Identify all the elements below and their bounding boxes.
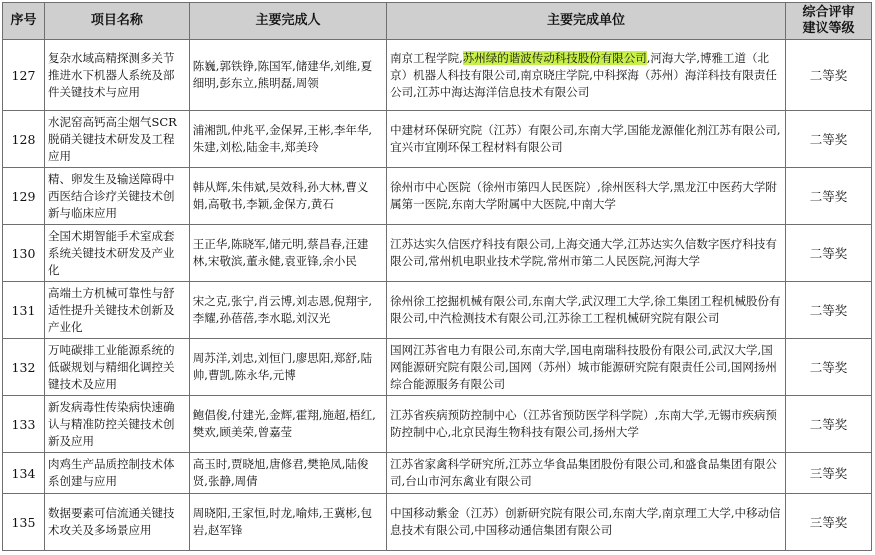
- row-award-level: 二等奖: [785, 339, 871, 396]
- table-row: [3, 453, 872, 494]
- row-units: [387, 282, 786, 339]
- table-row: [3, 111, 872, 168]
- row-contributors: 宋之克,张宁,肖云博,刘志恩,倪翔宇,李耀,孙蓓蓓,李水聪,刘汉光: [189, 282, 386, 339]
- row-contributors: 高玉时,贾晓旭,唐修君,樊艳凤,陆俊贤,张静,周倩: [189, 453, 386, 494]
- row-project-name: 新发病毒性传染病快速确认与精准防控关键技术创新及应用: [44, 396, 189, 453]
- row-award-level: 二等奖: [785, 40, 871, 111]
- row-project-name: 高端土方机械可靠性与舒适性提升关键技术创新及产业化: [44, 282, 189, 339]
- table-body: [3, 40, 872, 551]
- row-units: [387, 40, 786, 111]
- row-units: [387, 453, 786, 494]
- row-seq: 128: [3, 111, 45, 168]
- row-contributors: 浦湘凯,仲兆平,金保昇,王彬,李年华,朱建,刘松,陆金丰,郑美玲: [189, 111, 386, 168]
- row-contributors: 周苏洋,刘忠,刘恒门,廖思阳,郑舒,陆帅,曹凯,陈永华,元博: [189, 339, 386, 396]
- header-row: [3, 3, 872, 40]
- row-project-name: 万吨碳排工业能源系统的低碳规划与精细化调控关键技术及应用: [44, 339, 189, 396]
- table-row: [3, 40, 872, 111]
- row-contributors: 王正华,陈晓军,储元明,蔡昌春,汪建林,宋敬滨,董永健,袁亚锋,余小民: [189, 225, 386, 282]
- row-seq: 131: [3, 282, 45, 339]
- row-contributors: 鲍倡俊,付建光,金辉,霍翔,施超,梧红,樊欢,顾美荣,曾嘉莹: [189, 396, 386, 453]
- row-seq: 127: [3, 40, 45, 111]
- row-units-text: 江苏省家禽科学研究所,江苏立华食品集团股份有限公司,和盛食品集团有限公司,台山市河东禽业有限公司: [390, 457, 777, 488]
- row-units: [387, 339, 786, 396]
- row-seq: 129: [3, 168, 45, 225]
- awards-table: [2, 2, 872, 551]
- row-award-level: 三等奖: [785, 453, 871, 494]
- header-award-level-line1: 综合评审: [802, 5, 855, 20]
- row-units-text: 徐州市中心医院（徐州市第四人民医院）,徐州医科大学,黑龙江中医药大学附属第一医院,东南大学附属中大医院,中南大学: [390, 180, 777, 211]
- row-units: [387, 225, 786, 282]
- row-award-level: 二等奖: [785, 111, 871, 168]
- row-units-text: 国网江苏省电力有限公司,东南大学,国电南瑞科技股份有限公司,武汉大学,国网能源研究院有限公司,国网（苏州）城市能源研究院有限责任公司,国网扬州综合能源服务有限公司: [390, 342, 777, 391]
- row-award-level: 三等奖: [785, 494, 871, 551]
- row-seq: 130: [3, 225, 45, 282]
- row-contributors: 陈巍,郭铁铮,陈国军,储建华,刘维,夏细明,彭东立,熊明磊,周领: [189, 40, 386, 111]
- row-seq: 132: [3, 339, 45, 396]
- row-units: [387, 111, 786, 168]
- row-units-text: 江苏达实久信医疗科技有限公司,上海交通大学,江苏达实久信数字医疗科技有限公司,常州机电职业技术学院,常州市第二人民医院,河海大学: [390, 237, 777, 268]
- row-project-name: 肉鸡生产品质控制技术体系创建与应用: [44, 453, 189, 494]
- header-seq: 序号: [3, 3, 45, 40]
- row-contributors: 周晓阳,王家恒,时龙,喻炜,王冀彬,包岩,赵军锋: [189, 494, 386, 551]
- header-main-contributors: 主要完成人: [189, 3, 386, 40]
- table-row: [3, 494, 872, 551]
- row-award-level: 二等奖: [785, 168, 871, 225]
- row-award-level: 二等奖: [785, 396, 871, 453]
- row-seq: 133: [3, 396, 45, 453]
- table-row: [3, 282, 872, 339]
- row-units-text-continued: ,河海大学,博雅工道（北京）机器人科技有限公司,南京晓庄学院,中科探海（苏州）海洋科技有限责任公司,江苏中海达海洋信息技术有限公司: [390, 50, 777, 99]
- table-header: [3, 3, 872, 40]
- row-seq: 135: [3, 494, 45, 551]
- header-project-name: 项目名称: [44, 3, 189, 40]
- row-award-level: 二等奖: [785, 225, 871, 282]
- row-award-level: 二等奖: [785, 282, 871, 339]
- table-row: [3, 339, 872, 396]
- table-row: [3, 168, 872, 225]
- row-units-text: 中建材环保研究院（江苏）有限公司,东南大学,国能龙源催化剂江苏有限公司,宜兴市宜刚环保工程材料有限公司: [390, 123, 781, 154]
- header-main-units: 主要完成单位: [387, 3, 786, 40]
- row-units-text: 中国移动紫金（江苏）创新研究院有限公司,东南大学,南京理工大学,中移动信息技术有限公司,中国移动通信集团有限公司: [390, 506, 781, 537]
- row-seq: 134: [3, 453, 45, 494]
- row-units-text: 徐州徐工挖掘机械有限公司,东南大学,武汉理工大学,徐工集团工程机械股份有限公司,中汽检测技术有限公司,江苏徐工工程机械研究院有限公司: [390, 294, 781, 325]
- header-award-level: [785, 3, 871, 40]
- row-project-name: 数据要素可信流通关键技术攻关及多场景应用: [44, 494, 189, 551]
- row-units: [387, 396, 786, 453]
- row-contributors: 韩从辉,朱伟斌,吴效科,孙大林,曹义娟,高敬书,李颖,金保方,黄石: [189, 168, 386, 225]
- row-units-text: 南京工程学院,: [390, 50, 463, 65]
- header-award-level-line2: 建议等级: [802, 21, 855, 36]
- row-project-name: 水泥窑高钙高尘烟气SCR脱硝关键技术研发及工程应用: [44, 111, 189, 168]
- row-units: [387, 168, 786, 225]
- highlighted-unit: 苏州绿的谐波传动科技股份有限公司: [462, 50, 647, 65]
- row-project-name: 全国术期智能手术室成套系统关键技术研发及产业化: [44, 225, 189, 282]
- table-row: [3, 225, 872, 282]
- table-row: [3, 396, 872, 453]
- row-units-text: 江苏省疾病预防控制中心（江苏省预防医学科学院）,东南大学,无锡市疾病预防控制中心,北京民海生物科技有限公司,扬州大学: [390, 408, 777, 439]
- row-units: [387, 494, 786, 551]
- row-project-name: 复杂水域高精探测多关节推进水下机器人系统及部件关键技术与应用: [44, 40, 189, 111]
- row-project-name: 精、卵发生及输送障碍中西医结合诊疗关键技术创新与临床应用: [44, 168, 189, 225]
